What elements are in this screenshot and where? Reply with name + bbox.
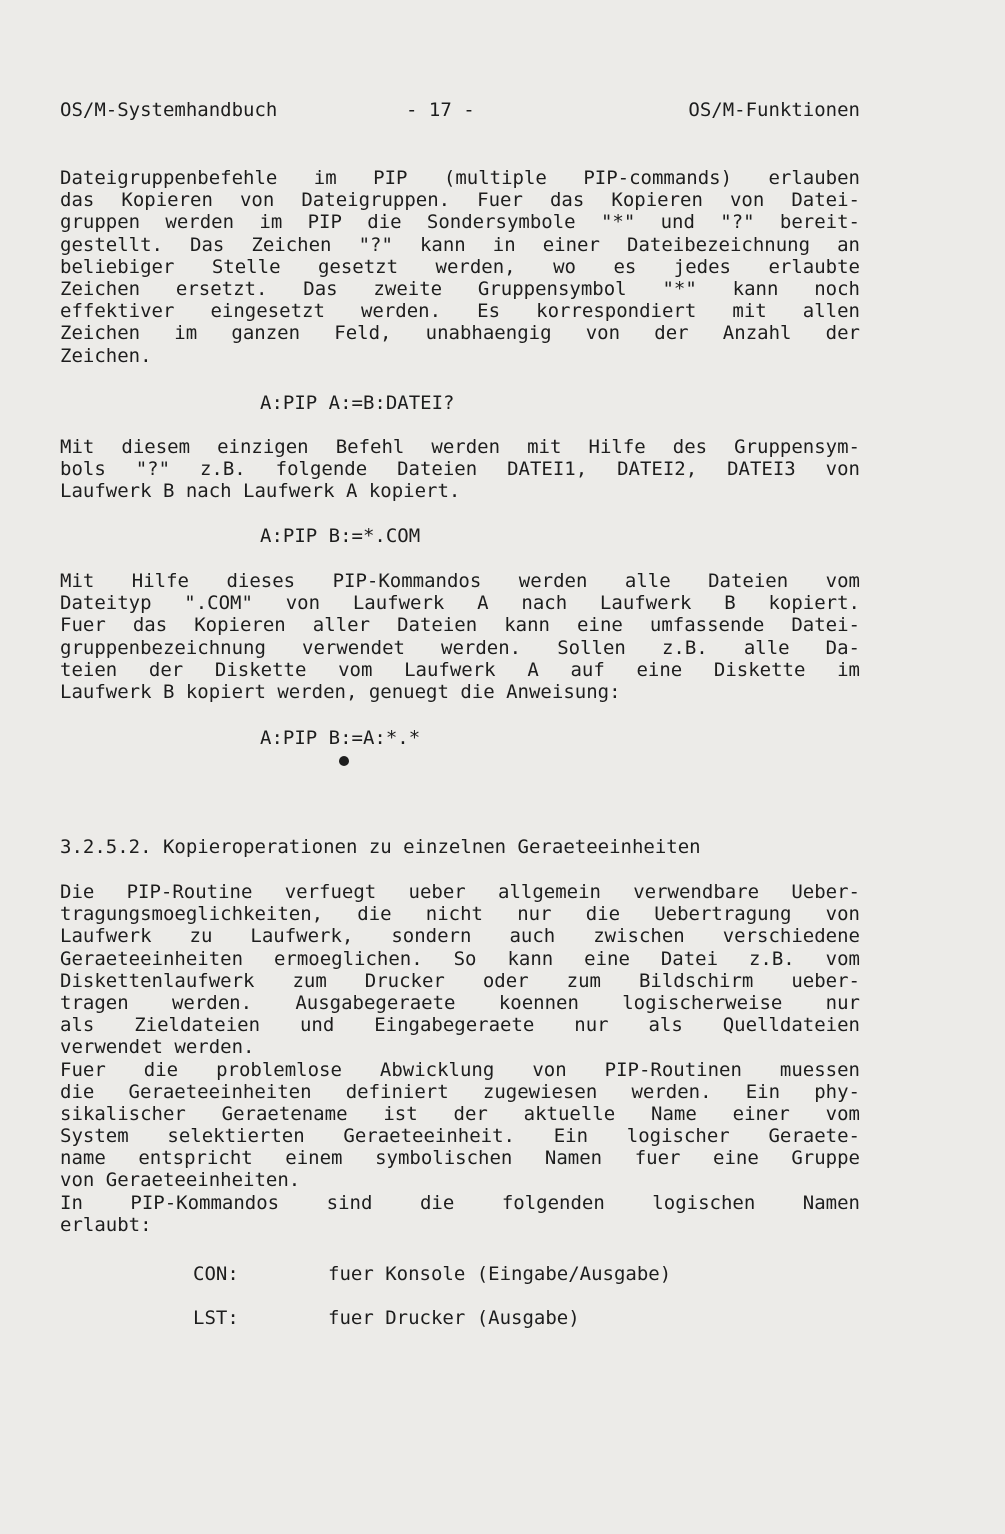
text-line: Dateityp ".COM" von Laufwerk A nach Laufwerk B kopiert. [60, 592, 860, 615]
text-line: In PIP-Kommandos sind die folgenden logischen Namen [60, 1191, 860, 1214]
paragraph-wildcard-question [60, 436, 860, 503]
text-line: verwendet werden. [60, 1036, 255, 1059]
paragraph-wildcard-star [60, 570, 860, 703]
device-name-con: CON: [193, 1263, 239, 1285]
text-line: sikalischer Geraetename ist der aktuelle Name einer vom [60, 1102, 860, 1125]
command-example-2: A:PIP B:=*.COM [260, 525, 421, 547]
text-line: gruppenbezeichnung verwendet werden. Sollen z.B. alle Da- [60, 636, 860, 659]
text-line: System selektierten Geraeteeinheit. Ein logischer Geraete- [60, 1125, 860, 1148]
paragraph-group-commands [60, 167, 860, 367]
ink-dot [339, 756, 349, 766]
text-line: gruppen werden im PIP die Sondersymbole "*" und "?" bereit- [60, 211, 860, 234]
section-heading: 3.2.5.2. Kopieroperationen zu einzelnen Geraeteeinheiten [60, 836, 701, 858]
device-desc-lst: fuer Drucker (Ausgabe) [328, 1307, 580, 1329]
device-desc-con: fuer Konsole (Eingabe/Ausgabe) [328, 1263, 672, 1285]
page-header [60, 99, 860, 125]
text-line: gestellt. Das Zeichen "?" kann in einer Dateibezeichnung an [60, 233, 860, 256]
text-line: effektiver eingesetzt werden. Es korrespondiert mit allen [60, 300, 860, 323]
text-line: beliebiger Stelle gesetzt werden, wo es jedes erlaubte [60, 255, 860, 278]
text-line: Mit Hilfe dieses PIP-Kommandos werden alle Dateien vom [60, 570, 860, 592]
text-line: tragungsmoeglichkeiten, die nicht nur die Uebertragung von [60, 903, 860, 926]
text-line: Laufwerk zu Laufwerk, sondern auch zwischen verschiedene [60, 925, 860, 948]
device-name-lst: LST: [193, 1307, 239, 1329]
header-section: OS/M-Funktionen [688, 99, 860, 121]
header-title: OS/M-Systemhandbuch [60, 99, 278, 121]
text-line: die Geraeteeinheiten definiert zugewiesen werden. Ein phy- [60, 1080, 860, 1103]
text-line: als Zieldateien und Eingabegeraete nur als Quelldateien [60, 1014, 860, 1037]
text-line: von Geraeteeinheiten. [60, 1169, 301, 1192]
text-line: Mit diesem einzigen Befehl werden mit Hilfe des Gruppensym- [60, 436, 860, 458]
text-line: bols "?" z.B. folgende Dateien DATEI1, DATEI2, DATEI3 von [60, 458, 860, 481]
text-line: name entspricht einem symbolischen Namen fuer eine Gruppe [60, 1147, 860, 1170]
text-line: Zeichen ersetzt. Das zweite Gruppensymbol "*" kann noch [60, 277, 860, 300]
text-line: tragen werden. Ausgabegeraete koennen logischerweise nur [60, 991, 860, 1014]
text-line: teien der Diskette vom Laufwerk A auf eine Diskette im [60, 658, 860, 681]
text-line: Die PIP-Routine verfuegt ueber allgemein verwendbare Ueber- [60, 881, 860, 903]
text-line: Laufwerk B nach Laufwerk A kopiert. [60, 480, 461, 503]
text-line: Laufwerk B kopiert werden, genuegt die Anweisung: [60, 680, 621, 703]
text-line: Zeichen im ganzen Feld, unabhaengig von der Anzahl der [60, 322, 860, 345]
text-line: erlaubt: [60, 1213, 152, 1236]
command-example-1: A:PIP A:=B:DATEI? [260, 392, 455, 414]
page-number: - 17 - [406, 99, 475, 121]
text-line: Fuer die problemlose Abwicklung von PIP-Routinen muessen [60, 1058, 860, 1081]
text-line: Diskettenlaufwerk zum Drucker oder zum Bildschirm ueber- [60, 969, 860, 992]
paragraph-device-transfer [60, 881, 860, 1236]
command-example-3: A:PIP B:=A:*.* [260, 727, 421, 749]
text-line: Dateigruppenbefehle im PIP (multiple PIP-commands) erlauben [60, 167, 860, 189]
text-line: Fuer das Kopieren aller Dateien kann eine umfassende Datei- [60, 614, 860, 637]
text-line: das Kopieren von Dateigruppen. Fuer das Kopieren von Datei- [60, 189, 860, 212]
text-line: Zeichen. [60, 344, 152, 367]
text-line: Geraeteeinheiten ermoeglichen. So kann eine Datei z.B. vom [60, 947, 860, 970]
